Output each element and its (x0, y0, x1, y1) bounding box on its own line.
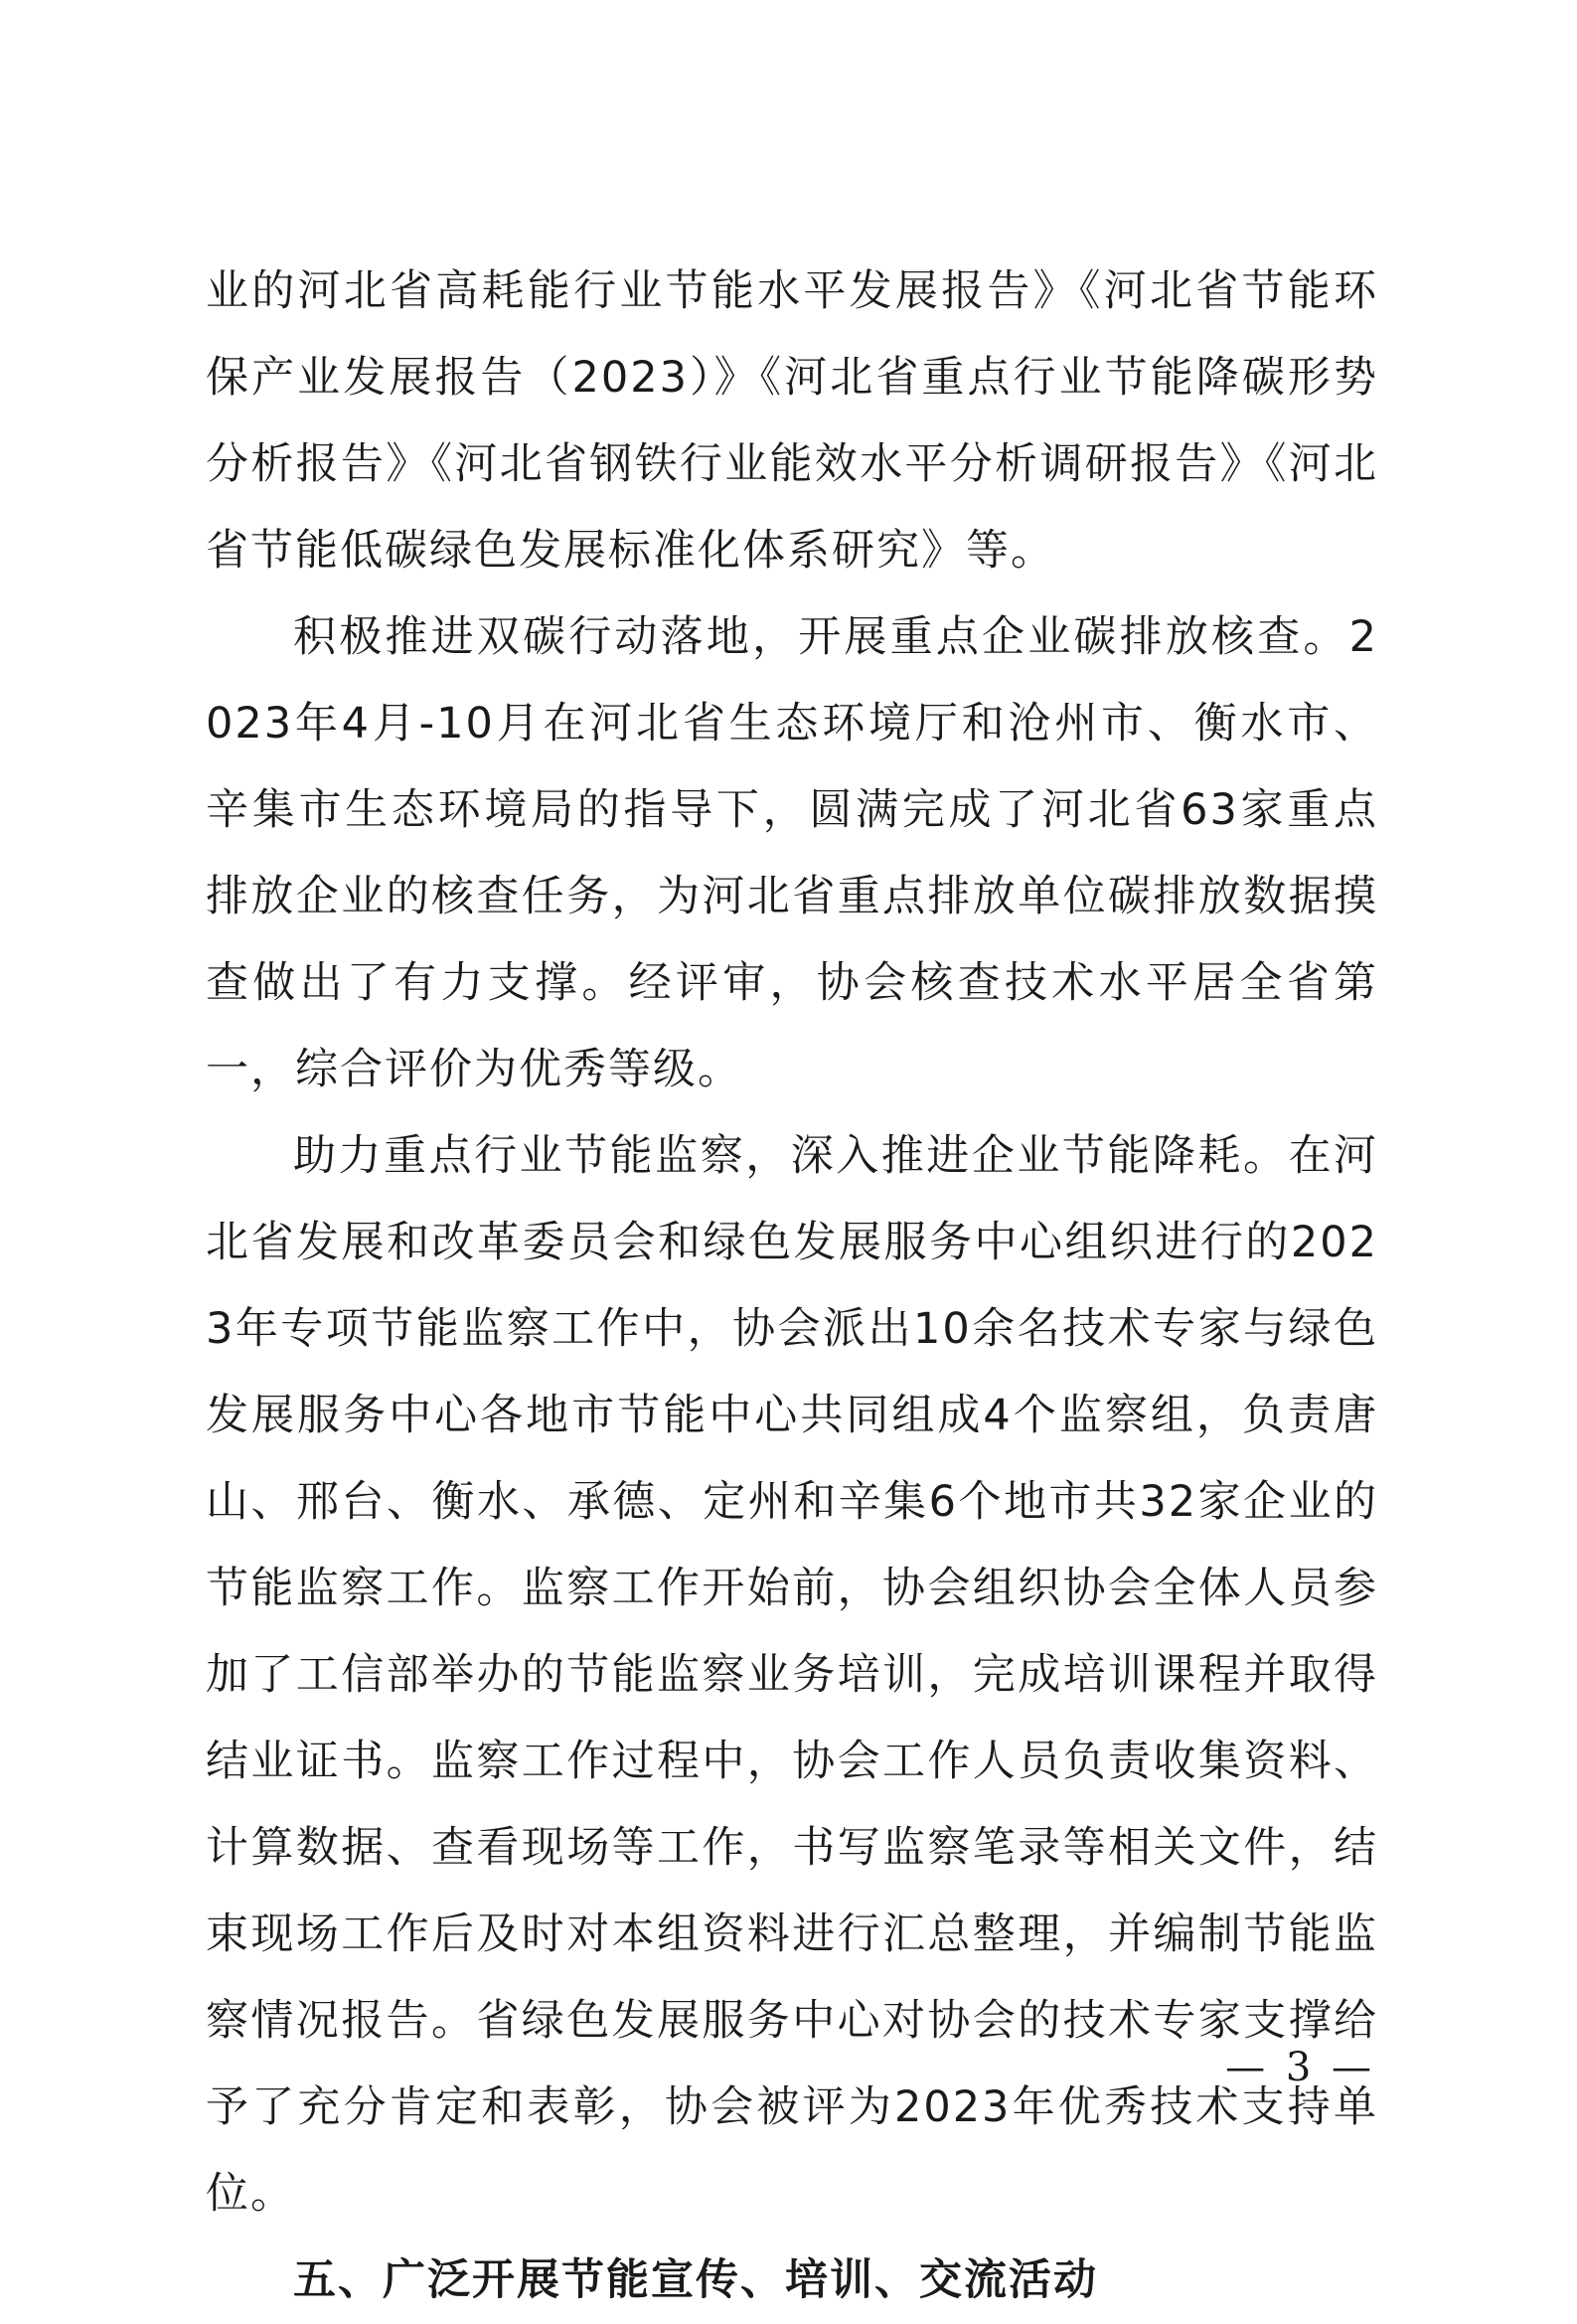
section-heading: 五、广泛开展节能宣传、培训、交流活动 (293, 2255, 1098, 2305)
paragraph-carbon-verification: 积极推进双碳行动落地，开展重点企业碳排放核查。2023年4月-10月在河北省生态环境厅和沧州市、衡水市、辛集市生态环境局的指导下，圆满完成了河北省63家重点排放企业的核查任务，为河北省重点排放单位碳排放数据摸查做出了有力支撑。经评审，协会核查技术水平居全省第一，综合评价为优秀等级。 (206, 612, 1378, 1094)
paragraph-continuation: 业的河北省高耗能行业节能水平发展报告》《河北省节能环保产业发展报告（2023）》《河北省重点行业节能降碳形势分析报告》《河北省钢铁行业能效水平分析调研报告》《河北省节能低碳绿色发展标准化体系研究》等。 (206, 266, 1378, 576)
body-text (206, 249, 1378, 2324)
page-number: — 3 — (1225, 2045, 1375, 2090)
paragraph-energy-supervision: 助力重点行业节能监察，深入推进企业节能降耗。在河北省发展和改革委员会和绿色发展服务中心组织进行的2023年专项节能监察工作中，协会派出10余名技术专家与绿色发展服务中心各地市节能中心共同组成4个监察组，负责唐山、邢台、衡水、承德、定州和辛集6个地市共32家企业的节能监察工作。监察工作开始前，协会组织协会全体人员参加了工信部举办的节能监察业务培训，完成培训课程并取得结业证书。监察工作过程中，协会工作人员负责收集资料、计算数据、查看现场等工作，书写监察笔录等相关文件，结束现场工作后及时对本组资料进行汇总整理，并编制节能监察情况报告。省绿色发展服务中心对协会的技术专家支撑给予了充分肯定和表彰，协会被评为2023年优秀技术支持单位。 (206, 1131, 1378, 2219)
